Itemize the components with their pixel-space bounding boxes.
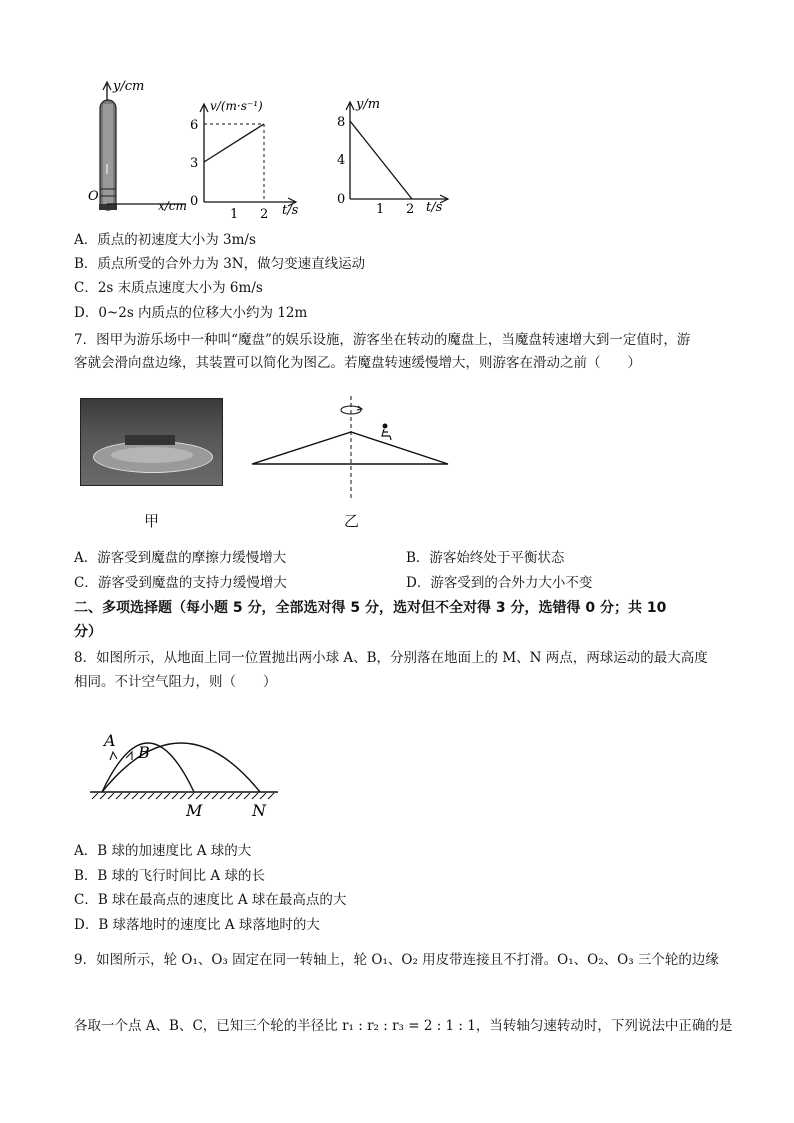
magic-disc-photo: [80, 398, 223, 486]
magic-disc-diagram: [250, 392, 455, 502]
q8-option-a: A．B 球的加速度比 A 球的大: [74, 843, 252, 859]
label-n: N: [252, 801, 266, 820]
q6-option-a: A．质点的初速度大小为 3m/s: [74, 232, 256, 248]
vt-tick-y-6: 6: [190, 118, 199, 133]
section2-heading-line2: 分）: [74, 624, 102, 640]
tube-x-label: x/cm: [158, 199, 187, 213]
yt-graph: [337, 97, 448, 217]
figure-label-jia: 甲: [144, 512, 160, 530]
tourist-icon: [382, 424, 391, 441]
yt-tick-y-8: 8: [337, 115, 346, 130]
vt-tick-y-0: 0: [190, 194, 199, 209]
tube-origin-label: O: [88, 189, 99, 204]
tube-figure: [88, 79, 187, 213]
vt-x-label: t/s: [282, 203, 299, 218]
projectile-diagram: [86, 712, 282, 822]
vt-line: [204, 124, 264, 162]
q7-stem-line2: 客就会滑向盘边缘，其装置可以简化为图乙。若魔盘转速缓慢增大，则游客在滑动之前（ ）: [74, 355, 641, 371]
vt-graph: [190, 99, 299, 220]
q6-option-d: D．0~2s 内质点的位移大小约为 12m: [74, 305, 308, 321]
q8-stem-line1: 8．如图所示，从地面上同一位置抛出两小球 A、B，分别落在地面上的 M、N 两点，两球运动的最大高度: [74, 650, 708, 666]
q7-option-b: B．游客始终处于平衡状态: [406, 550, 565, 566]
section2-heading-line1: 二、多项选择题（每小题 5 分，全部选对得 5 分，选对但不全对得 3 分，选错得 0 分；共 10: [74, 600, 667, 616]
q6-option-c: C．2s 末质点速度大小为 6m/s: [74, 280, 263, 296]
q7-stem-line1: 7．图甲为游乐场中一种叫“魔盘”的娱乐设施，游客坐在转动的魔盘上，当魔盘转速增大到一定值时，游: [74, 332, 691, 348]
yt-x-label: t/s: [426, 200, 443, 215]
vt-tick-x-1: 1: [230, 207, 239, 220]
yt-tick-y-0: 0: [337, 192, 346, 207]
yt-y-label: y/m: [356, 97, 381, 112]
q7-option-c: C．游客受到魔盘的支持力缓慢增大: [74, 575, 287, 591]
q9-stem-line2: 各取一个点 A、B、C，已知三个轮的半径比 r₁ : r₂ : r₃ = 2 : 1 : 1，当转轴匀速转动时，下列说法中正确的是: [74, 1018, 733, 1034]
vt-y-label: v/(m·s⁻¹): [210, 99, 263, 113]
q6-option-b: B．质点所受的合外力为 3N，做匀变速直线运动: [74, 256, 366, 272]
q7-option-a: A．游客受到魔盘的摩擦力缓慢增大: [74, 550, 287, 566]
label-b: B: [138, 743, 150, 762]
yt-tick-x-2: 2: [406, 202, 415, 217]
q8-option-b: B．B 球的飞行时间比 A 球的长: [74, 868, 265, 884]
figure-label-yi: 乙: [344, 512, 360, 530]
label-a: A: [104, 731, 116, 750]
vt-tick-x-2: 2: [260, 207, 269, 220]
yt-tick-y-4: 4: [337, 153, 346, 168]
q6-figures: [86, 74, 466, 220]
yt-line: [350, 121, 412, 199]
q8-option-c: C．B 球在最高点的速度比 A 球在最高点的大: [74, 892, 347, 908]
q9-stem-line1: 9．如图所示，轮 O₁、O₃ 固定在同一转轴上，轮 O₁、O₂ 用皮带连接且不打滑。O₁、O₂、O₃ 三个轮的边缘: [74, 952, 719, 968]
yt-tick-x-1: 1: [376, 202, 385, 217]
tube-y-label: y/cm: [113, 79, 145, 94]
q8-stem-line2: 相同。不计空气阻力，则（ ）: [74, 674, 277, 690]
label-m: M: [186, 801, 203, 820]
q8-option-d: D．B 球落地时的速度比 A 球落地时的大: [74, 917, 320, 933]
q7-option-d: D．游客受到的合外力大小不变: [406, 575, 593, 591]
vt-tick-y-3: 3: [190, 156, 199, 171]
